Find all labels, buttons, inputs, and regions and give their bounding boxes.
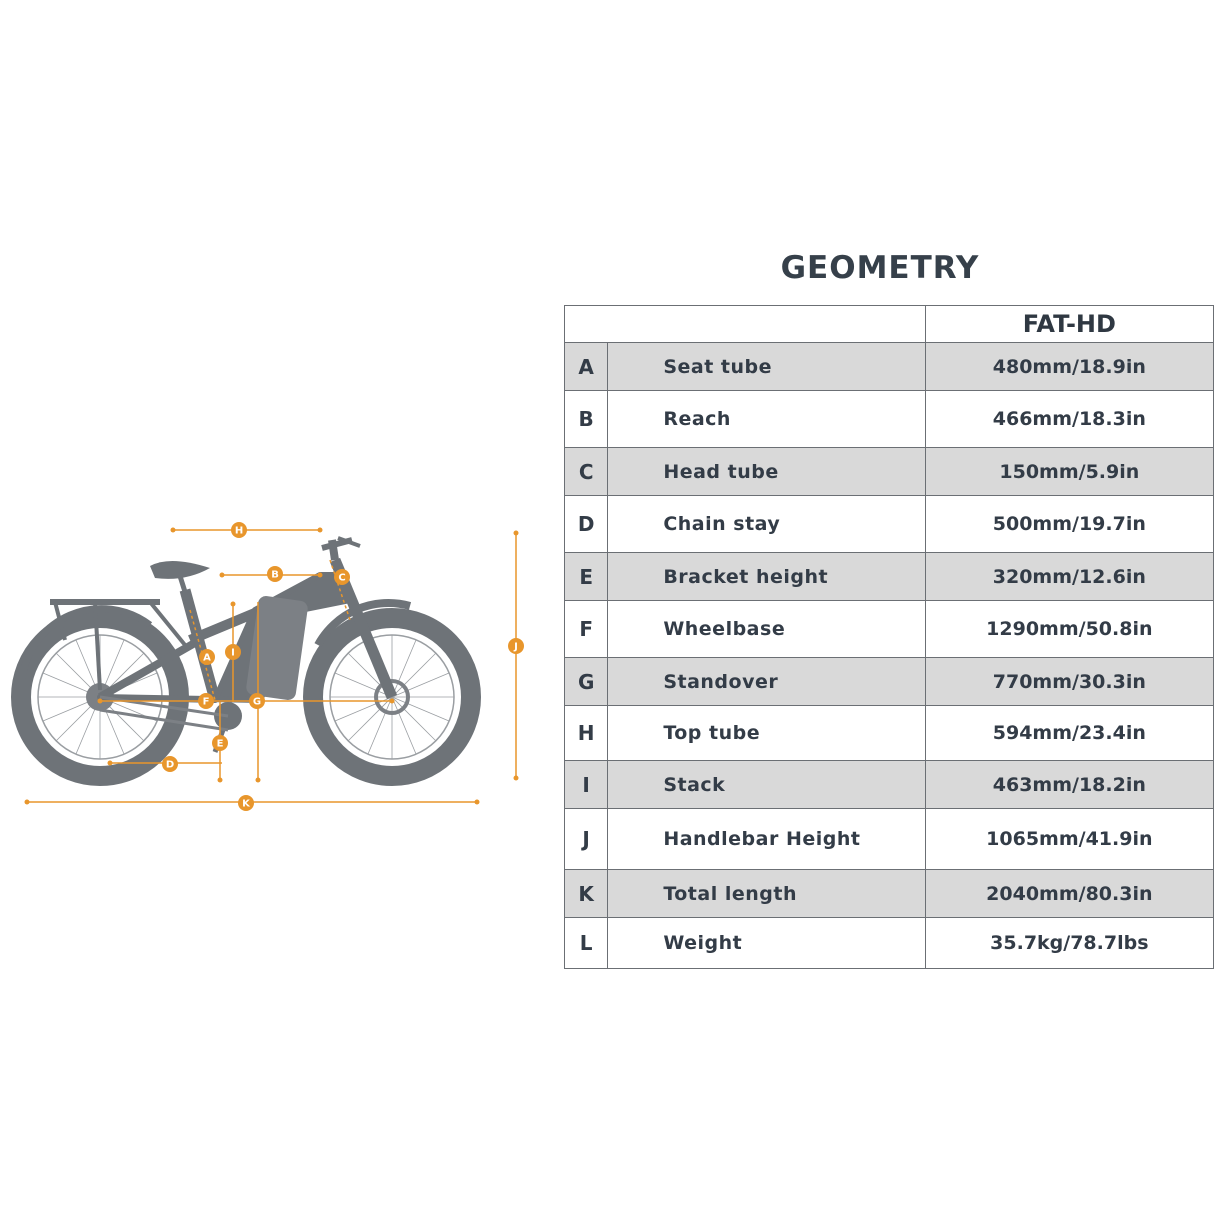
table-row [565, 496, 1214, 553]
row-letter: L [565, 918, 608, 969]
table-row [565, 706, 1214, 761]
row-letter: D [565, 496, 608, 553]
page-title: GEOMETRY [780, 250, 980, 286]
row-value: 1065mm/41.9in [925, 809, 1213, 870]
row-value: 150mm/5.9in [925, 448, 1213, 496]
row-name: Bracket height [608, 553, 925, 601]
row-value: 466mm/18.3in [925, 391, 1213, 448]
row-name: Total length [608, 870, 925, 918]
marker-label-e: E [216, 738, 224, 750]
marker-label-i: I [231, 647, 235, 659]
row-letter: H [565, 706, 608, 761]
row-letter: F [565, 601, 608, 658]
row-name: Standover [608, 658, 925, 706]
table-header-row [565, 306, 1214, 343]
row-name: Chain stay [608, 496, 925, 553]
table-row [565, 601, 1214, 658]
table-row [565, 553, 1214, 601]
marker-label-b: B [271, 569, 279, 581]
row-name: Seat tube [608, 343, 925, 391]
row-value: 35.7kg/78.7lbs [925, 918, 1213, 969]
table-row [565, 658, 1214, 706]
row-letter: G [565, 658, 608, 706]
row-name: Handlebar Height [608, 809, 925, 870]
row-letter: J [565, 809, 608, 870]
marker-label-k: K [242, 798, 250, 810]
row-name: Wheelbase [608, 601, 925, 658]
row-letter: A [565, 343, 608, 391]
marker-label-c: C [338, 572, 346, 584]
row-name: Reach [608, 391, 925, 448]
row-value: 463mm/18.2in [925, 761, 1213, 809]
bike-silhouette-icon [21, 538, 471, 776]
table-row [565, 343, 1214, 391]
row-value: 770mm/30.3in [925, 658, 1213, 706]
row-value: 2040mm/80.3in [925, 870, 1213, 918]
marker-label-a: A [203, 652, 211, 664]
row-letter: I [565, 761, 608, 809]
row-letter: B [565, 391, 608, 448]
row-value: 1290mm/50.8in [925, 601, 1213, 658]
row-name: Head tube [608, 448, 925, 496]
model-header: FAT-HD [925, 306, 1213, 343]
marker-label-g: G [252, 696, 262, 708]
marker-label-j: J [514, 641, 518, 653]
row-letter: K [565, 870, 608, 918]
table-row [565, 391, 1214, 448]
geometry-table [564, 305, 1214, 969]
row-letter: C [565, 448, 608, 496]
row-value: 500mm/19.7in [925, 496, 1213, 553]
row-name: Top tube [608, 706, 925, 761]
row-name: Stack [608, 761, 925, 809]
row-value: 594mm/23.4in [925, 706, 1213, 761]
row-value: 320mm/12.6in [925, 553, 1213, 601]
marker-label-d: D [165, 759, 175, 771]
marker-label-h: H [234, 525, 244, 537]
table-row [565, 448, 1214, 496]
row-name: Weight [608, 918, 925, 969]
marker-label-f: F [202, 696, 210, 708]
table-row [565, 809, 1214, 870]
table-row [565, 918, 1214, 969]
header-blank-cell [565, 306, 926, 343]
bike-geometry-diagram [0, 0, 560, 1214]
table-row [565, 761, 1214, 809]
row-letter: E [565, 553, 608, 601]
row-value: 480mm/18.9in [925, 343, 1213, 391]
table-row [565, 870, 1214, 918]
